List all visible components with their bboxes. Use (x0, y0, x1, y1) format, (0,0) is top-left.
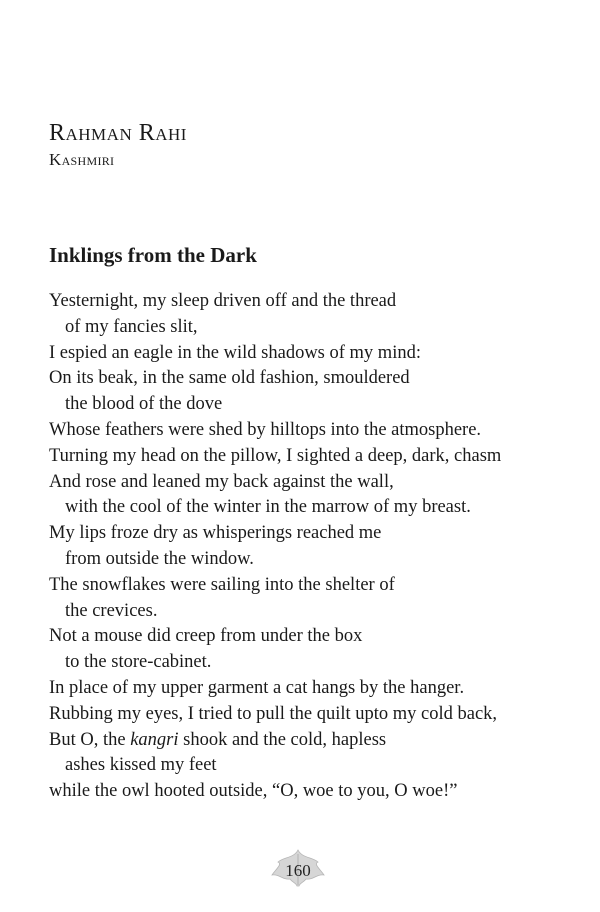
poem-line (49, 444, 589, 470)
page-number-ornament (266, 848, 330, 888)
poem-line-text: the crevices. (65, 600, 158, 621)
poem-line-text: In place of my upper garment a cat hangs by the hanger. (49, 677, 465, 698)
poem-line (49, 702, 589, 728)
poem-line-text: The snowflakes were sailing into the shelter of (49, 574, 395, 595)
poem-line (49, 341, 589, 367)
poem-body (49, 289, 589, 805)
poem-line-text: shook and the cold, hapless (178, 729, 387, 750)
poem-title: Inklings from the Dark (49, 243, 257, 267)
poem-line (49, 624, 589, 650)
poem-line-text: with the cool of the winter in the marrow of my breast. (65, 497, 471, 518)
poem-line (49, 728, 589, 754)
author-language: Kashmiri (49, 150, 115, 169)
poem-line-text: On its beak, in the same old fashion, smouldered (49, 368, 410, 389)
poem-line-text: My lips froze dry as whisperings reached me (49, 523, 382, 544)
poem-line-text: Whose feathers were shed by hilltops into the atmosphere. (49, 419, 482, 440)
poem-line-text: while the owl hooted outside, “O, woe to you, O woe!” (49, 781, 458, 802)
poem-line (49, 599, 589, 625)
poem-line-italic: kangri (130, 729, 179, 750)
poem-line (49, 366, 589, 392)
poem-line (49, 547, 589, 573)
poem-line-text: Not a mouse did creep from under the box (49, 626, 363, 647)
poem-line (49, 315, 589, 341)
poem-line-text: Yesternight, my sleep driven off and the thread (49, 291, 397, 311)
poem-line (49, 495, 589, 521)
poem-line (49, 289, 589, 315)
poem-line (49, 392, 589, 418)
poem-line (49, 418, 589, 444)
poem-line-text: I espied an eagle in the wild shadows of my mind: (49, 342, 421, 363)
poem-line-text: from outside the window. (65, 548, 254, 569)
poem-line-text: But O, the (49, 729, 131, 750)
poem-line (49, 676, 589, 702)
page-number: 160 (285, 861, 311, 880)
poem-line (49, 753, 589, 779)
poem-line-text: And rose and leaned my back against the wall, (49, 471, 394, 492)
poem-line (49, 779, 589, 805)
poem-line (49, 573, 589, 599)
poem-line-text: Rubbing my eyes, I tried to pull the quilt upto my cold back, (49, 703, 498, 724)
poem-line-text: of my fancies slit, (65, 316, 198, 337)
poem-line-text: the blood of the dove (65, 394, 223, 415)
author-name: Rahman Rahi (49, 120, 187, 146)
poem-line-text: ashes kissed my feet (65, 755, 217, 776)
poem-line (49, 470, 589, 496)
poem-line-text: to the store-cabinet. (65, 652, 212, 673)
poem-line (49, 650, 589, 676)
poem-line-text: Turning my head on the pillow, I sighted a deep, dark, chasm (49, 445, 502, 466)
poem-line (49, 521, 589, 547)
